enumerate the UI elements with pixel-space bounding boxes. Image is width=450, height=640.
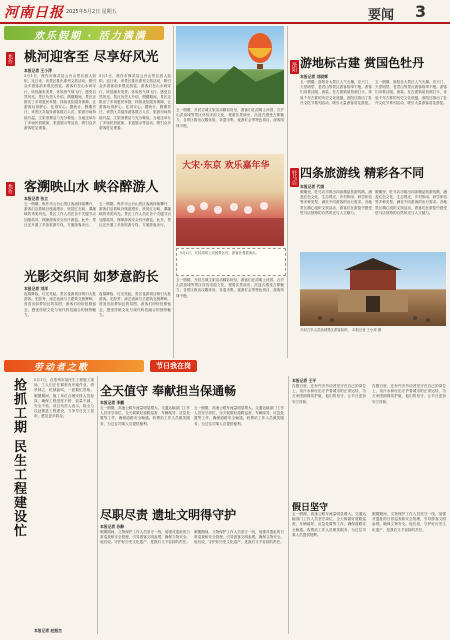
story1-continue: 五一假期，开封古城文旅活动精彩纷呈，游客们在清明上河园、万岁山武侠城等景区体验宋韵文化，观看实景演出，沉浸式感受古都魅力。各景区推出汉服体验、非遗市集、夜游灯会等特色项目，游客络绎不绝。 <box>176 108 284 128</box>
lower-story4-body-col4: 假期期间，文物保护工作人员坚守一线，加强对遗址的日常巡查和安全管理，引导游客文明参观，确保文物安全。他们说，守护好历史文化遗产，是我们义不容辞的责任。 <box>372 512 446 532</box>
story6-byline: 本报记者 代娟 <box>300 184 325 189</box>
lower-story2-body-col1: 五一假期，高速公路车流量明显增大。交通运输部门工作人员坚守岗位，全天候做好道路巡查、车辆疏导、应急处置等工作，确保道路安全畅通。收费站工作人员微笑服务，为过往司乘人员提供便利。 <box>100 406 190 426</box>
story4-body-col3: 五一假期，开封古城文旅活动精彩纷呈，游客们在清明上河园、万岁山武侠城等景区体验宋韵文化，观看实景演出，沉浸式感受古都魅力。各景区推出汉服体验、非遗市集、夜游灯会等特色项目，游客络绎不绝。 <box>176 278 284 298</box>
crowd-illustration <box>176 154 284 246</box>
page-number: 3 <box>415 2 427 21</box>
story6-headline: 四条旅游线 精彩各不同 <box>300 166 425 180</box>
lower-story3-body-col1: 假期期间，文物保护工作人员坚守一线，加强对遗址的日常巡查和安全管理，引导游客文明参观，确保文物安全。他们说，守护好历史文化遗产，是我们义不容辞的责任。 <box>100 530 190 545</box>
region-tag-jiaozuo: 焦作 <box>7 54 13 64</box>
column-divider-2 <box>287 26 288 358</box>
story3-body-col2: 五一假期，焦作市云台山景区客流持续攀升，游客们沿着峡谷栈道漫步，欣赏红石峡、潭瀑峡的秀美风光。景区工作人员在各个关键节点加强疏导，保障游客安全有序游览。此外，景区还开通了多条旅游专线，方便游客出行。 <box>99 202 171 227</box>
region-tag-zhumadian: 驻马店 <box>291 170 297 185</box>
lower-story3-body-col2: 假期期间，文物保护工作人员坚守一线，加强对遗址的日常巡查和安全管理，引导游客文明参观，确保文物安全。他们说，守护好历史文化遗产，是我们义不容辞的责任。 <box>194 530 284 545</box>
newspaper-logo: 河南日报 <box>4 5 64 21</box>
story3-body-col1: 五一假期，焦作市云台山景区客流持续攀升，游客们沿着峡谷栈道漫步，欣赏红石峡、潭瀑峡的秀美风光。景区工作人员在各个关键节点加强疏导，保障游客安全有序游览。此外，景区还开通了多条旅游专线，方便游客出行。 <box>24 202 96 227</box>
column-divider-1 <box>173 26 174 358</box>
photo-caption: 开封万岁山武侠城景区游客如织。 本报记者 王小萍 摄 <box>300 328 382 332</box>
story1-byline: 本报记者 王小萍 <box>24 68 52 73</box>
lower-story2-byline: 本报记者 李鹏 <box>100 400 125 405</box>
lower-story4-body-col2: 在假日里，还有许多劳动者坚守在自己的岗位上，用汗水和付出守护着城市的正常运转，为万家团圆保驾护航。他们的坚守，让节日更加安宁祥和。 <box>372 384 446 404</box>
region-tag-jiaozuo-2: 焦作 <box>7 184 13 194</box>
lower-story2-headline: 全天值守 奉献担当保通畅 <box>100 384 237 398</box>
poster-title: 大宋·东京 欢乐嘉年华 <box>182 161 270 171</box>
story1-body-col2: 5月1日，焦作市修武县云台山景区游人如织。连日来，该景区推出系列文旅活动，吸引众多游客前来观光游览。游客们在山水间穿行，欣赏瀑布美景，体验热气球飞行，感受自然风光。景区负责人介绍，假期期间，景区还推出了多项惠民举措，持续优化服务保障，让游客玩得舒心、住得安心。据统计，假期首日，该景区共接待游客数万人次，旅游市场持续升温，文旅消费活力充分释放。当地还举办了多场民俗展演、非遗展示等活动，吸引众多游客驻足观看。 <box>99 74 171 131</box>
story1-body-col1: 5月1日，焦作市修武县云台山景区游人如织。连日来，该景区推出系列文旅活动，吸引众多游客前来观光游览。游客们在山水间穿行，欣赏瀑布美景，体验热气球飞行，感受自然风光。景区负责人介绍，假期期间，景区还推出了多项惠民举措，持续优化服务保障，让游客玩得舒心、住得安心。据统计，假期首日，该景区共接待游客数万人次，旅游市场持续升温，文旅消费活力充分释放。当地还举办了多场民俗展演、非遗展示等活动，吸引众多游客驻足观看。 <box>24 74 96 131</box>
lower-story1-body-col1: 5月1日，在郑州市某民生工程施工现场，工人们正在紧张有序地作业。塔吊林立，机械轰鸣，一派繁忙景象。假期期间，施工单位合理安排人员轮岗，确保工程进度不停、质量不减、安全不松。项目负责人表示，将全力以赴推进工程建设，力争早日完工投用，惠及更多群众。 <box>34 378 94 419</box>
story6-body-col2: 假期里，驻马店市推出四条精品旅游线路，涵盖红色文化、生态观光、乡村休闲、研学体验等多种类型，满足不同游客的出行需求。各地景区精心组织文旅活动，游客们在游览中感受驻马店独特的自然风光与人文魅力。 <box>375 190 447 215</box>
story5-body-col2: 五一假期，洛阳各大景区人气火爆。应天门、天堂明堂、老君山等景区游客络绎不绝。游客们身着汉服、唐装，在古建筑前拍照打卡，体验千年古都的历史文化底蕴。洛阳还推出了牡丹文化节系列活动，吸引大量游客赏花游览。 <box>375 80 447 105</box>
top-banner <box>4 26 164 40</box>
balloon-illustration <box>176 26 284 104</box>
lower-story4-headline: 假日坚守 <box>292 503 329 513</box>
festival-poster-photo <box>176 154 284 246</box>
region-tag-luoyang: 洛阳 <box>291 62 297 72</box>
section-title: 要闻 <box>368 8 395 23</box>
lower-story4-byline: 本报记者 王平 <box>292 378 317 383</box>
lower-story4-body-col1: 在假日里，还有许多劳动者坚守在自己的岗位上，用汗水和付出守护着城市的正常运转，为万家团圆保驾护航。他们的坚守，让节日更加安宁祥和。 <box>292 384 366 404</box>
story3-headline: 客溯映山水 峡谷醉游人 <box>24 180 159 195</box>
middle-banner <box>4 360 144 372</box>
story1-headline: 桃河迎客至 尽享好风光 <box>24 50 159 65</box>
top-banner-text: 欢乐假期 · 活力满满 <box>34 31 147 42</box>
story4-body-col2: 夜幕降临，灯光亮起，景区夜游项目吸引大批游客。光影秀、演艺表演与古建筑交相辉映，营造出如梦如幻的氛围，游客们纷纷拍照留念，感受传统文化与现代科技融合的独特魅力。 <box>99 292 171 317</box>
story4-byline: 本报记者 刘洋 <box>24 286 49 291</box>
story5-headline: 游地标古建 赏国色牡丹 <box>300 56 425 70</box>
lower-story1-headline: 抢抓工期 民生工程建设忙 <box>11 378 26 538</box>
story6-body-col1: 假期里，驻马店市推出四条精品旅游线路，涵盖红色文化、生态观光、乡村休闲、研学体验等多种类型，满足不同游客的出行需求。各地景区精心组织文旅活动，游客们在游览中感受驻马店独特的自然风光与人文魅力。 <box>300 190 372 215</box>
lower-story3-headline: 尽职尽责 遗址文明得守护 <box>100 508 237 522</box>
middle-banner-text: 劳动者之歌 <box>34 363 90 373</box>
story4-headline: 光影交织间 如梦意韵长 <box>24 270 159 285</box>
story3-byline: 本报记者 张立 <box>24 196 49 201</box>
issue-date: 2025年5月2日 星期五 <box>66 9 117 15</box>
poster-caption: 5月1日，开封清明上河园景区内，游客在观看演出。 <box>180 251 259 255</box>
story4-body-col1: 夜幕降临，灯光亮起，景区夜游项目吸引大批游客。光影秀、演艺表演与古建筑交相辉映，营造出如梦如幻的氛围，游客们纷纷拍照留念，感受传统文化与现代科技融合的独特魅力。 <box>24 292 96 317</box>
story5-body-col1: 五一假期，洛阳各大景区人气火爆。应天门、天堂明堂、老君山等景区游客络绎不绝。游客们身着汉服、唐装，在古建筑前拍照打卡，体验千年古都的历史文化底蕴。洛阳还推出了牡丹文化节系列活动，吸引大量游客赏花游览。 <box>300 80 372 105</box>
lower-story3-byline: 本报记者 孙静 <box>100 524 125 529</box>
hot-air-balloon-photo <box>176 26 284 104</box>
lower-story1-byline: 本报记者 赵振杰 <box>34 628 62 633</box>
poster-caption-box <box>176 248 286 276</box>
ancient-city-gate-photo <box>300 252 446 326</box>
lower-story4-body-col3: 五一假期，高速公路车流量明显增大。交通运输部门工作人员坚守岗位，全天候做好道路巡查、车辆疏导、应急处置等工作，确保道路安全畅通。收费站工作人员微笑服务，为过往司乘人员提供便利。 <box>292 512 366 537</box>
city-gate-illustration <box>300 252 446 326</box>
story5-byline: 本报记者 刘晓辉 <box>300 74 328 79</box>
section-tag: 节日我在岗 <box>150 360 197 372</box>
lower-divider-1 <box>97 376 98 634</box>
lower-divider-2 <box>288 376 289 634</box>
lower-story2-body-col2: 五一假期，高速公路车流量明显增大。交通运输部门工作人员坚守岗位，全天候做好道路巡查、车辆疏导、应急处置等工作，确保道路安全畅通。收费站工作人员微笑服务，为过往司乘人员提供便利。 <box>194 406 284 426</box>
